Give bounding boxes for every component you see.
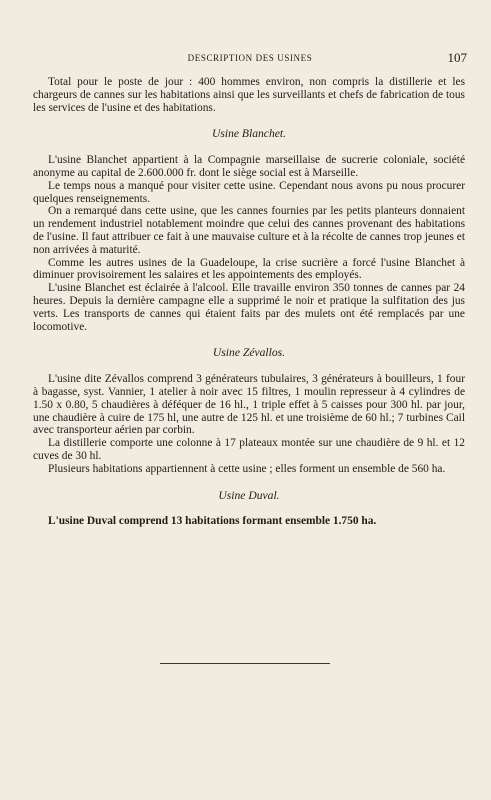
blanchet-paragraph-3: On a remarqué dans cette usine, que les cannes fournies par les petits planteurs donnaient un rendement industriel notablement moindre que celui des cannes provenant des habitations de l'usine. Il faut attribuer ce fait à une mauvaise culture et à la récolte de cannes trop jeunes et non arrivées à maturité.	[33, 205, 465, 256]
duval-paragraph-1: L'usine Duval comprend 13 habitations formant ensemble 1.750 ha.	[48, 515, 377, 528]
section-heading-zevallos: Usine Zévallos.	[212, 346, 286, 360]
running-head-title: DESCRIPTION DES USINES	[187, 53, 313, 63]
section-heading-blanchet: Usine Blanchet.	[211, 127, 287, 141]
section-heading-duval: Usine Duval.	[218, 488, 280, 502]
intro-paragraph: Total pour le poste de jour : 400 hommes environ, non compris la distillerie et les chargeurs de cannes sur les habitations ainsi que les surveillants et chefs de fabrication de tous les services de l'usine et des habitations.	[33, 76, 465, 114]
blanchet-paragraph-4: Comme les autres usines de la Guadeloupe, la crise sucrière a forcé l'usine Blanchet à diminuer provisoirement les salaires et les appointements des employés.	[33, 256, 465, 282]
blanchet-paragraph-2: Le temps nous a manqué pour visiter cette usine. Cependant nous avons pu nous procurer quelques renseignements.	[33, 179, 465, 205]
end-rule	[160, 663, 330, 664]
blanchet-paragraph-1: L'usine Blanchet appartient à la Compagnie marseillaise de sucrerie coloniale, société anonyme au capital de 2.600.000 fr. dont le siège social est à Marseille.	[33, 154, 465, 179]
zevallos-paragraph-3: Plusieurs habitations appartiennent à cette usine ; elles forment un ensemble de 560 ha.	[48, 462, 446, 475]
page-body	[33, 76, 465, 528]
running-head	[33, 50, 467, 66]
blanchet-paragraph-5: L'usine Blanchet est éclairée à l'alcool. Elle travaille environ 350 tonnes de cannes par 24 heures. Depuis la dernière campagne elle a supprimé le noir et pratique la sulfitation des jus verts. Les transports de cannes qui étaient faits par des mulets ont été remplacés par une locomotive.	[33, 282, 465, 333]
zevallos-paragraph-2: La distillerie comporte une colonne à 17 plateaux montée sur une chaudière de 9 hl. et 12 cuves de 30 hl.	[33, 437, 465, 462]
page-number: 107	[447, 50, 467, 65]
zevallos-paragraph-1: L'usine dite Zévallos comprend 3 générateurs tubulaires, 3 générateurs à bouilleurs, 1 four à bagasse, syst. Vannier, 1 atelier à noir avec 15 filtres, 1 moulin represseur à 4 cylindres de 1.50 x 0.80, 5 chaudières à déféquer de 16 hl., 1 triple effet à 5 caisses pour 300 hl. par jour, une chaudière à cuire de 175 hl, une autre de 125 hl. et une troisième de 60 hl.; 7 turbines Cail avec transporteur aérien par corbin.	[33, 373, 465, 437]
